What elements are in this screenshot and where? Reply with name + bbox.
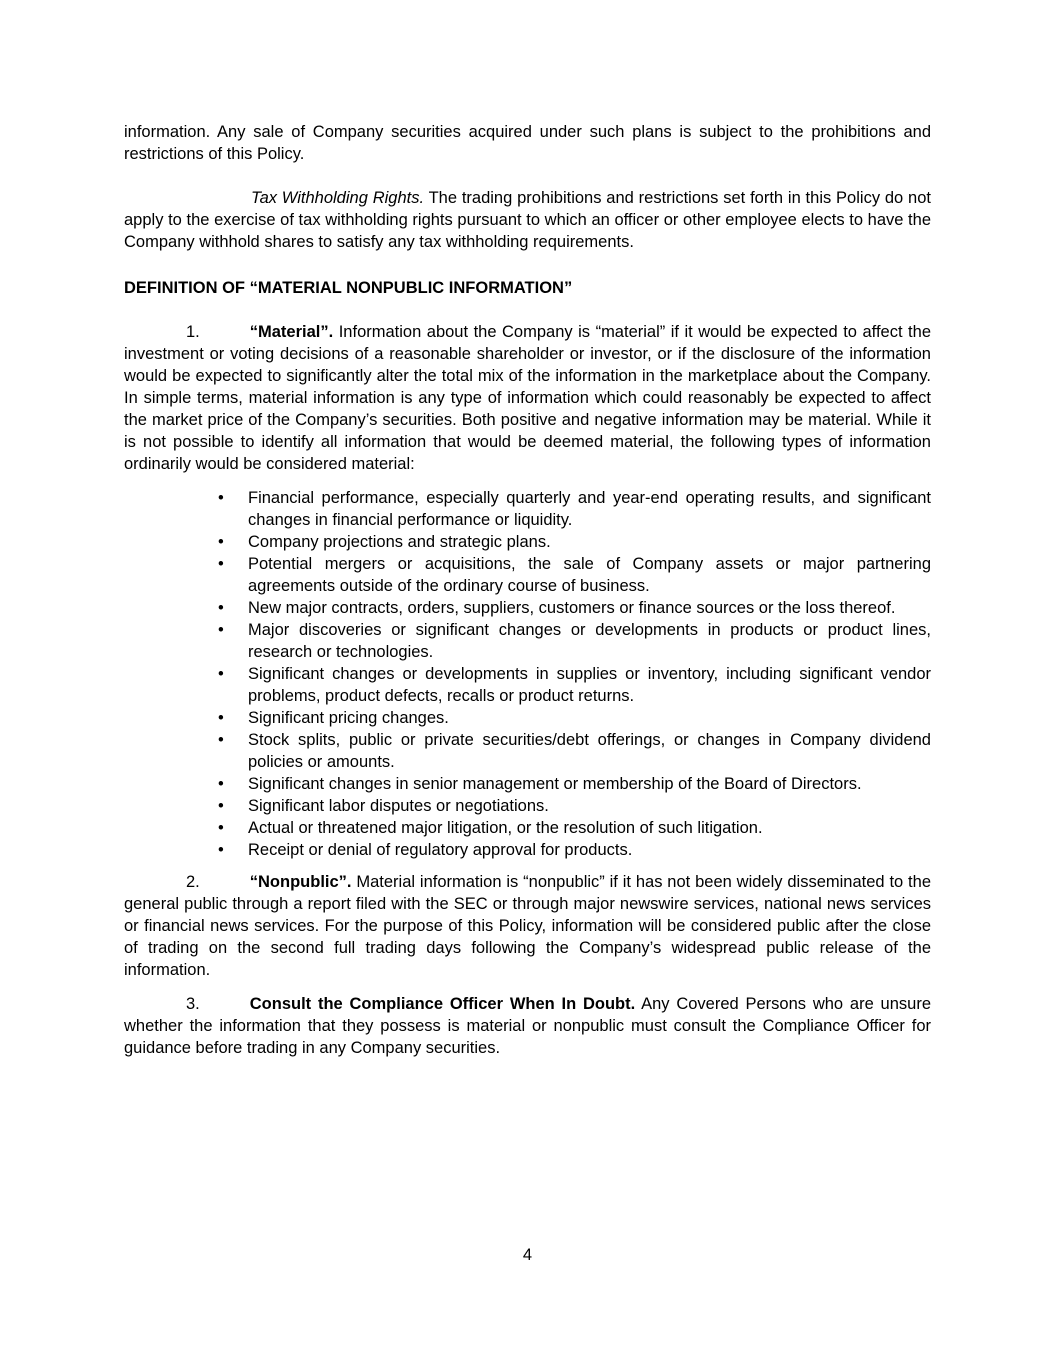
text-run: 3. [186,995,200,1013]
bullet-item: • Significant changes in senior management or membership of the Board of Directors. [124,773,931,795]
paragraph [124,187,931,253]
text-run: Any Covered Persons who are unsure whether the information that they possess is material or nonpublic must consult the Compliance Officer for guidance before trading in any Company securities. [124,995,931,1057]
bullet-item: • New major contracts, orders, suppliers, customers or finance sources or the loss thereof. [124,597,931,619]
bullet-item: • Significant changes or developments in supplies or inventory, including significant vendor problems, product defects, recalls or product returns. [124,663,931,707]
document-content [124,121,931,1071]
text-run: 1. [186,323,200,341]
bullet-item: • Potential mergers or acquisitions, the sale of Company assets or major partnering agreements outside of the ordinary course of business. [124,553,931,597]
text-run: Material information is “nonpublic” if it has not been widely disseminated to the general public through a report filed with the SEC or through major newswire services, national news services or financial news services. For the purpose of this Policy, information will be considered public after the close of trading on the second full trading days following the Company’s widespread public release of the information. [124,873,931,979]
text-run: Information about the Company is “material” if it would be expected to affect the investment or voting decisions of a reasonable shareholder or investor, or if the disclosure of the information would be expected to significantly alter the total mix of the information in the marketplace about the Company. In simple terms, material information is any type of information which could reasonably be expected to affect the market price of the Company’s securities. Both positive and negative information may be material. While it is not possible to identify all information that would be deemed material, the following types of information ordinarily would be considered material: [124,323,931,473]
text-run: information. Any sale of Company securities acquired under such plans is subject to the prohibitions and restrictions of this Policy. [124,123,931,163]
paragraph [124,121,931,165]
bullet-item: • Actual or threatened major litigation, or the resolution of such litigation. [124,817,931,839]
bullet-list [124,487,931,861]
text-run: “Material”. [249,323,334,341]
bullet-item: • Stock splits, public or private securities/debt offerings, or changes in Company dividend policies or amounts. [124,729,931,773]
paragraph [124,321,931,475]
bullet-item: • Company projections and strategic plans. [124,531,931,553]
section-heading: DEFINITION OF “MATERIAL NONPUBLIC INFORMATION” [124,279,573,297]
text-run: The trading prohibitions and restrictions set forth in this Policy do not apply to the exercise of tax withholding rights pursuant to which an officer or other employee elects to have the Company withhold shares to satisfy any tax withholding requirements. [124,189,931,251]
paragraph [124,871,931,981]
text-run: Consult the Compliance Officer When In Doubt. [249,995,636,1013]
text-run: 2. [186,873,200,891]
text-run: Tax Withholding Rights. [251,189,425,207]
bullet-item: • Significant pricing changes. [124,707,931,729]
page-number: 4 [522,1246,533,1264]
bullet-item: • Receipt or denial of regulatory approval for products. [124,839,931,861]
text-run: “Nonpublic”. [249,873,352,891]
bullet-item: • Significant labor disputes or negotiations. [124,795,931,817]
bullet-item: • Financial performance, especially quarterly and year-end operating results, and significant changes in financial performance or liquidity. [124,487,931,531]
paragraph [124,993,931,1059]
bullet-item: • Major discoveries or significant changes or developments in products or product lines, research or technologies. [124,619,931,663]
